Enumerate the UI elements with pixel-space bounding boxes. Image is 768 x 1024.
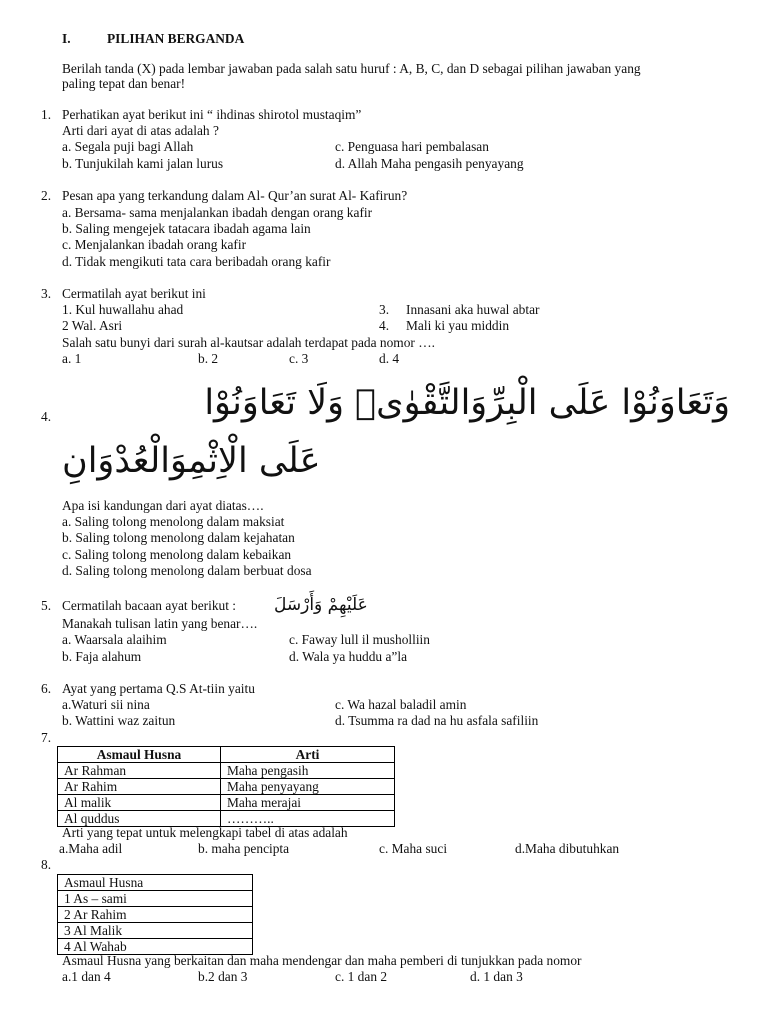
q5-option-d: d. Wala ya huddu a”la [289,649,408,664]
q2-number: 2. [41,188,52,203]
table-row [58,795,395,811]
q3-list-3: Innasani aka huwal abtar [406,302,540,317]
table-row [58,907,253,923]
q4-arabic-verse-line-2: عَلَى الْاِثْمِوَالْعُدْوَانِ [62,441,321,481]
q4-option-d: d. Saling tolong menolong dalam berbuat dosa [62,563,312,578]
q6-option-a: a.Waturi sii nina [62,697,150,712]
q3-list-2: 2 Wal. Asri [62,318,123,333]
q7-text: Arti yang tepat untuk melengkapi tabel di atas adalah [62,825,348,840]
table-cell: ……….. [221,811,395,827]
q7-option-b: b. maha pencipta [198,841,290,856]
q3-option-b: b. 2 [198,351,219,366]
section-title: PILIHAN BERGANDA [107,31,245,46]
q6-option-b: b. Wattini waz zaitun [62,713,176,728]
q2-option-c: c. Menjalankan ibadah orang kafir [62,237,247,252]
table-cell: 2 Ar Rahim [58,907,253,923]
q4-text: Apa isi kandungan dari ayat diatas…. [62,498,264,513]
section-number: I. [62,31,71,46]
q1-option-d: d. Allah Maha pengasih penyayang [335,156,524,171]
q5-text: Cermatilah bacaan ayat berikut : [62,598,236,613]
q7-number: 7. [41,730,52,745]
table-header-arti: Arti [221,747,395,763]
q7-option-d: d.Maha dibutuhkan [515,841,620,856]
q5-option-a: a. Waarsala alaihim [62,632,167,647]
q8-option-a: a.1 dan 4 [62,969,111,984]
table-cell: Al quddus [58,811,221,827]
q5-text-2: Manakah tulisan latin yang benar…. [62,616,258,631]
table-cell: Maha merajai [221,795,395,811]
q3-number: 3. [41,286,52,301]
table-cell: Al malik [58,795,221,811]
table-header-asmaul-husna: Asmaul Husna [58,747,221,763]
q3-text: Cermatilah ayat berikut ini [62,286,206,301]
table-row [58,923,253,939]
table-cell: Maha penyayang [221,779,395,795]
q3-option-d: d. 4 [379,351,400,366]
table-header-row [58,747,395,763]
q3-option-a: a. 1 [62,351,82,366]
q3-list-4: Mali ki yau middin [406,318,510,333]
q3-option-c: c. 3 [289,351,309,366]
q5-arabic-phrase: عَلَيْهِمْ وَأَرْسَلَ [274,595,368,615]
table-cell: 3 Al Malik [58,923,253,939]
q6-option-c: c. Wa hazal baladil amin [335,697,467,712]
q2-option-a: a. Bersama- sama menjalankan ibadah dengan orang kafir [62,205,373,220]
table-cell: 1 As – sami [58,891,253,907]
q2-text: Pesan apa yang terkandung dalam Al- Qur’an surat Al- Kafirun? [62,188,408,203]
q7-table [57,746,395,827]
table-row [58,779,395,795]
q2-option-d: d. Tidak mengikuti tata cara beribadah orang kafir [62,254,331,269]
q4-option-b: b. Saling tolong menolong dalam kejahatan [62,530,295,545]
q5-option-b: b. Faja alahum [62,649,142,664]
q4-arabic-verse-line-1: وَتَعَاوَنُوْا عَلَى الْبِرِّوَالتَّقْوٰىۖ وَلَا تَعَاوَنُوْا [204,383,730,423]
table-header-row [58,875,253,891]
table-row [58,763,395,779]
table-header-asmaul-husna: Asmaul Husna [58,875,253,891]
q3-list-1: 1. Kul huwallahu ahad [62,302,184,317]
q5-number: 5. [41,598,52,613]
q6-text: Ayat yang pertama Q.S At-tiin yaitu [62,681,255,696]
instruction-line-2: paling tepat dan benar! [62,76,186,91]
q8-text: Asmaul Husna yang berkaitan dan maha mendengar dan maha pemberi di tunjukkan pada nomor [62,953,582,968]
q6-number: 6. [41,681,52,696]
q1-text: Perhatikan ayat berikut ini “ ihdinas shirotol mustaqim” [62,107,362,122]
q1-number: 1. [41,107,52,122]
q2-option-b: b. Saling mengejek tatacara ibadah agama lain [62,221,311,236]
table-cell: Ar Rahim [58,779,221,795]
table-cell: Maha pengasih [221,763,395,779]
table-cell: Ar Rahman [58,763,221,779]
table-cell: 4 Al Wahab [58,939,253,955]
q1-option-c: c. Penguasa hari pembalasan [335,139,489,154]
q8-table [57,874,253,955]
q3-question: Salah satu bunyi dari surah al-kautsar adalah terdapat pada nomor …. [62,335,435,350]
q3-list-4-num: 4. [379,318,390,333]
instruction-line-1: Berilah tanda (X) pada lembar jawaban pada salah satu huruf : A, B, C, dan D sebagai pilihan jawaban yang [62,61,641,76]
q7-option-c: c. Maha suci [379,841,448,856]
q1-option-a: a. Segala puji bagi Allah [62,139,194,154]
q5-option-c: c. Faway lull il musholliin [289,632,430,647]
q8-option-c: c. 1 dan 2 [335,969,388,984]
q1-text-2: Arti dari ayat di atas adalah ? [62,123,219,138]
q8-option-d: d. 1 dan 3 [470,969,523,984]
q8-option-b: b.2 dan 3 [198,969,248,984]
q7-option-a: a.Maha adil [59,841,123,856]
table-row [58,891,253,907]
q6-option-d: d. Tsumma ra dad na hu asfala safiliin [335,713,539,728]
q1-option-b: b. Tunjukilah kami jalan lurus [62,156,224,171]
q4-option-c: c. Saling tolong menolong dalam kebaikan [62,547,292,562]
q8-number: 8. [41,857,52,872]
q4-option-a: a. Saling tolong menolong dalam maksiat [62,514,285,529]
q4-number: 4. [41,409,52,424]
q3-list-3-num: 3. [379,302,390,317]
